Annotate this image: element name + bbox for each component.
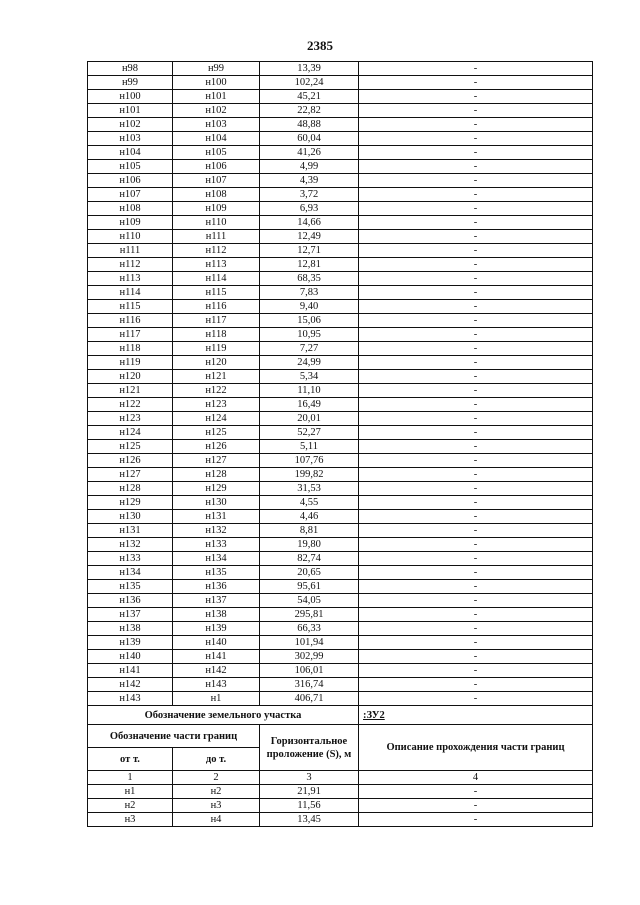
length-cell: 295,81 [260, 608, 359, 622]
table-row [88, 76, 593, 90]
description-cell: - [359, 370, 593, 384]
table-row [88, 62, 593, 76]
description-cell: - [359, 188, 593, 202]
table-row [88, 370, 593, 384]
from-point-cell: н101 [88, 104, 173, 118]
from-point-cell: н123 [88, 412, 173, 426]
description-cell: - [359, 286, 593, 300]
length-cell: 31,53 [260, 482, 359, 496]
to-point-cell: н99 [173, 62, 260, 76]
length-cell: 20,01 [260, 412, 359, 426]
description-cell: - [359, 104, 593, 118]
from-point-cell: н119 [88, 356, 173, 370]
table-row [88, 412, 593, 426]
description-cell: - [359, 244, 593, 258]
section-row [88, 706, 593, 725]
length-cell: 4,55 [260, 496, 359, 510]
table-row [88, 454, 593, 468]
to-point-cell: н117 [173, 314, 260, 328]
from-point-cell: н142 [88, 678, 173, 692]
to-point-cell: н104 [173, 132, 260, 146]
to-point-cell: н112 [173, 244, 260, 258]
to-point-cell: н133 [173, 538, 260, 552]
to-point-cell: н103 [173, 118, 260, 132]
description-header: Описание прохождения части границ [359, 725, 593, 771]
description-cell: - [359, 258, 593, 272]
to-point-cell: н109 [173, 202, 260, 216]
to-point-cell: н2 [173, 785, 260, 799]
description-cell: - [359, 118, 593, 132]
description-cell: - [359, 468, 593, 482]
description-cell: - [359, 524, 593, 538]
from-point-cell: н126 [88, 454, 173, 468]
boundary-table [87, 61, 593, 827]
table-row [88, 636, 593, 650]
to-point-cell: н118 [173, 328, 260, 342]
description-cell: - [359, 440, 593, 454]
to-point-cell: н129 [173, 482, 260, 496]
from-point-cell: н111 [88, 244, 173, 258]
description-cell: - [359, 412, 593, 426]
length-cell: 24,99 [260, 356, 359, 370]
description-cell: - [359, 314, 593, 328]
to-point-cell: н111 [173, 230, 260, 244]
table-row [88, 272, 593, 286]
description-cell: - [359, 76, 593, 90]
to-point-cell: н123 [173, 398, 260, 412]
from-point-cell: н140 [88, 650, 173, 664]
column-number-cell: 1 [88, 771, 173, 785]
section-title: Обозначение земельного участка [88, 706, 359, 725]
from-point-cell: н107 [88, 188, 173, 202]
from-point-cell: н141 [88, 664, 173, 678]
description-cell: - [359, 580, 593, 594]
length-cell: 5,34 [260, 370, 359, 384]
from-point-cell: н105 [88, 160, 173, 174]
description-cell: - [359, 608, 593, 622]
length-cell: 82,74 [260, 552, 359, 566]
description-cell: - [359, 174, 593, 188]
to-point-cell: н4 [173, 813, 260, 827]
description-cell: - [359, 132, 593, 146]
table-row [88, 342, 593, 356]
from-point-cell: н3 [88, 813, 173, 827]
table-row [88, 174, 593, 188]
part-designation-header: Обозначение части границ [88, 725, 260, 748]
from-point-cell: н108 [88, 202, 173, 216]
length-cell: 68,35 [260, 272, 359, 286]
to-point-cell: н106 [173, 160, 260, 174]
description-cell: - [359, 799, 593, 813]
table-row [88, 244, 593, 258]
table-row [88, 160, 593, 174]
header-row [88, 725, 593, 748]
description-cell: - [359, 328, 593, 342]
length-cell: 95,61 [260, 580, 359, 594]
from-point-cell: н125 [88, 440, 173, 454]
table-row [88, 692, 593, 706]
table-row [88, 468, 593, 482]
length-cell: 9,40 [260, 300, 359, 314]
to-point-cell: н121 [173, 370, 260, 384]
from-point-cell: н121 [88, 384, 173, 398]
table-row [88, 594, 593, 608]
description-cell: - [359, 622, 593, 636]
to-point-cell: н113 [173, 258, 260, 272]
to-point-cell: н115 [173, 286, 260, 300]
from-point-cell: н1 [88, 785, 173, 799]
from-point-cell: н114 [88, 286, 173, 300]
table-row [88, 328, 593, 342]
column-number-row [88, 771, 593, 785]
to-point-cell: н132 [173, 524, 260, 538]
to-point-cell: н140 [173, 636, 260, 650]
to-point-cell: н119 [173, 342, 260, 356]
from-point-cell: н128 [88, 482, 173, 496]
table-row [88, 286, 593, 300]
table-row [88, 202, 593, 216]
description-cell: - [359, 566, 593, 580]
table-row [88, 482, 593, 496]
table-row [88, 566, 593, 580]
to-point-cell: н102 [173, 104, 260, 118]
to-point-cell: н126 [173, 440, 260, 454]
length-cell: 20,65 [260, 566, 359, 580]
length-cell: 4,46 [260, 510, 359, 524]
from-point-header: от т. [88, 748, 173, 771]
length-cell: 13,45 [260, 813, 359, 827]
length-cell: 4,39 [260, 174, 359, 188]
table-row [88, 398, 593, 412]
length-cell: 60,04 [260, 132, 359, 146]
to-point-cell: н124 [173, 412, 260, 426]
table-row [88, 799, 593, 813]
from-point-cell: н131 [88, 524, 173, 538]
from-point-cell: н122 [88, 398, 173, 412]
to-point-cell: н107 [173, 174, 260, 188]
from-point-cell: н136 [88, 594, 173, 608]
length-cell: 15,06 [260, 314, 359, 328]
to-point-cell: н137 [173, 594, 260, 608]
table-row [88, 580, 593, 594]
description-cell: - [359, 384, 593, 398]
length-cell: 54,05 [260, 594, 359, 608]
from-point-cell: н138 [88, 622, 173, 636]
length-cell: 19,80 [260, 538, 359, 552]
table-row [88, 538, 593, 552]
length-cell: 5,11 [260, 440, 359, 454]
to-point-cell: н135 [173, 566, 260, 580]
to-point-header: до т. [173, 748, 260, 771]
to-point-cell: н100 [173, 76, 260, 90]
to-point-cell: н101 [173, 90, 260, 104]
page-number: 2385 [307, 38, 333, 53]
description-cell: - [359, 90, 593, 104]
description-cell: - [359, 813, 593, 827]
table-row [88, 216, 593, 230]
from-point-cell: н129 [88, 496, 173, 510]
description-cell: - [359, 692, 593, 706]
length-cell: 101,94 [260, 636, 359, 650]
table-row [88, 104, 593, 118]
table-row [88, 608, 593, 622]
description-cell: - [359, 300, 593, 314]
to-point-cell: н127 [173, 454, 260, 468]
from-point-cell: н109 [88, 216, 173, 230]
from-point-cell: н106 [88, 174, 173, 188]
to-point-cell: н105 [173, 146, 260, 160]
from-point-cell: н113 [88, 272, 173, 286]
description-cell: - [359, 678, 593, 692]
description-cell: - [359, 454, 593, 468]
column-number-cell: 4 [359, 771, 593, 785]
boundary-table-body [88, 62, 593, 827]
from-point-cell: н133 [88, 552, 173, 566]
from-point-cell: н115 [88, 300, 173, 314]
from-point-cell: н135 [88, 580, 173, 594]
from-point-cell: н98 [88, 62, 173, 76]
to-point-cell: н130 [173, 496, 260, 510]
from-point-cell: н139 [88, 636, 173, 650]
from-point-cell: н116 [88, 314, 173, 328]
description-cell: - [359, 426, 593, 440]
length-cell: 14,66 [260, 216, 359, 230]
description-cell: - [359, 552, 593, 566]
description-cell: - [359, 482, 593, 496]
from-point-cell: н102 [88, 118, 173, 132]
description-cell: - [359, 594, 593, 608]
description-cell: - [359, 160, 593, 174]
table-row [88, 258, 593, 272]
from-point-cell: н124 [88, 426, 173, 440]
table-row [88, 622, 593, 636]
to-point-cell: н120 [173, 356, 260, 370]
length-cell: 302,99 [260, 650, 359, 664]
description-cell: - [359, 510, 593, 524]
description-cell: - [359, 202, 593, 216]
from-point-cell: н118 [88, 342, 173, 356]
table-row [88, 440, 593, 454]
length-cell: 52,27 [260, 426, 359, 440]
to-point-cell: н131 [173, 510, 260, 524]
length-cell: 102,24 [260, 76, 359, 90]
table-row [88, 314, 593, 328]
length-cell: 406,71 [260, 692, 359, 706]
from-point-cell: н2 [88, 799, 173, 813]
from-point-cell: н130 [88, 510, 173, 524]
description-cell: - [359, 356, 593, 370]
length-cell: 106,01 [260, 664, 359, 678]
table-row [88, 813, 593, 827]
to-point-cell: н138 [173, 608, 260, 622]
to-point-cell: н128 [173, 468, 260, 482]
from-point-cell: н104 [88, 146, 173, 160]
table-row [88, 118, 593, 132]
to-point-cell: н114 [173, 272, 260, 286]
from-point-cell: н120 [88, 370, 173, 384]
length-cell: 12,81 [260, 258, 359, 272]
from-point-cell: н100 [88, 90, 173, 104]
table-row [88, 188, 593, 202]
to-point-cell: н110 [173, 216, 260, 230]
table-row [88, 300, 593, 314]
description-cell: - [359, 216, 593, 230]
length-cell: 107,76 [260, 454, 359, 468]
to-point-cell: н108 [173, 188, 260, 202]
description-cell: - [359, 650, 593, 664]
length-cell: 21,91 [260, 785, 359, 799]
length-cell: 4,99 [260, 160, 359, 174]
description-cell: - [359, 398, 593, 412]
table-row [88, 132, 593, 146]
to-point-cell: н136 [173, 580, 260, 594]
from-point-cell: н99 [88, 76, 173, 90]
to-point-cell: н142 [173, 664, 260, 678]
length-cell: 8,81 [260, 524, 359, 538]
length-cell: 66,33 [260, 622, 359, 636]
from-point-cell: н132 [88, 538, 173, 552]
table-row [88, 524, 593, 538]
to-point-cell: н125 [173, 426, 260, 440]
description-cell: - [359, 785, 593, 799]
to-point-cell: н116 [173, 300, 260, 314]
table-row [88, 230, 593, 244]
table-row [88, 510, 593, 524]
table-row [88, 678, 593, 692]
length-cell: 12,49 [260, 230, 359, 244]
length-cell: 6,93 [260, 202, 359, 216]
description-cell: - [359, 342, 593, 356]
length-cell: 22,82 [260, 104, 359, 118]
description-cell: - [359, 538, 593, 552]
description-cell: - [359, 664, 593, 678]
length-cell: 7,83 [260, 286, 359, 300]
table-row [88, 785, 593, 799]
table-row [88, 552, 593, 566]
table-row [88, 496, 593, 510]
to-point-cell: н122 [173, 384, 260, 398]
from-point-cell: н103 [88, 132, 173, 146]
description-cell: - [359, 230, 593, 244]
to-point-cell: н143 [173, 678, 260, 692]
length-cell: 3,72 [260, 188, 359, 202]
description-cell: - [359, 62, 593, 76]
to-point-cell: н134 [173, 552, 260, 566]
from-point-cell: н143 [88, 692, 173, 706]
description-cell: - [359, 146, 593, 160]
from-point-cell: н134 [88, 566, 173, 580]
length-cell: 199,82 [260, 468, 359, 482]
to-point-cell: н3 [173, 799, 260, 813]
to-point-cell: н141 [173, 650, 260, 664]
column-number-cell: 2 [173, 771, 260, 785]
table-row [88, 664, 593, 678]
to-point-cell: н1 [173, 692, 260, 706]
length-cell: 48,88 [260, 118, 359, 132]
horizontal-length-header: Горизонтальное проложение (S), м [260, 725, 359, 771]
length-cell: 12,71 [260, 244, 359, 258]
table-row [88, 384, 593, 398]
table-row [88, 146, 593, 160]
table-row [88, 426, 593, 440]
to-point-cell: н139 [173, 622, 260, 636]
length-cell: 16,49 [260, 398, 359, 412]
length-cell: 45,21 [260, 90, 359, 104]
length-cell: 41,26 [260, 146, 359, 160]
length-cell: 316,74 [260, 678, 359, 692]
table-row [88, 650, 593, 664]
plot-code: :ЗУ2 [359, 706, 593, 725]
description-cell: - [359, 496, 593, 510]
description-cell: - [359, 636, 593, 650]
from-point-cell: н137 [88, 608, 173, 622]
length-cell: 7,27 [260, 342, 359, 356]
table-row [88, 356, 593, 370]
from-point-cell: н117 [88, 328, 173, 342]
length-cell: 11,10 [260, 384, 359, 398]
table-row [88, 90, 593, 104]
from-point-cell: н110 [88, 230, 173, 244]
column-number-cell: 3 [260, 771, 359, 785]
length-cell: 10,95 [260, 328, 359, 342]
description-cell: - [359, 272, 593, 286]
from-point-cell: н127 [88, 468, 173, 482]
length-cell: 13,39 [260, 62, 359, 76]
length-cell: 11,56 [260, 799, 359, 813]
from-point-cell: н112 [88, 258, 173, 272]
